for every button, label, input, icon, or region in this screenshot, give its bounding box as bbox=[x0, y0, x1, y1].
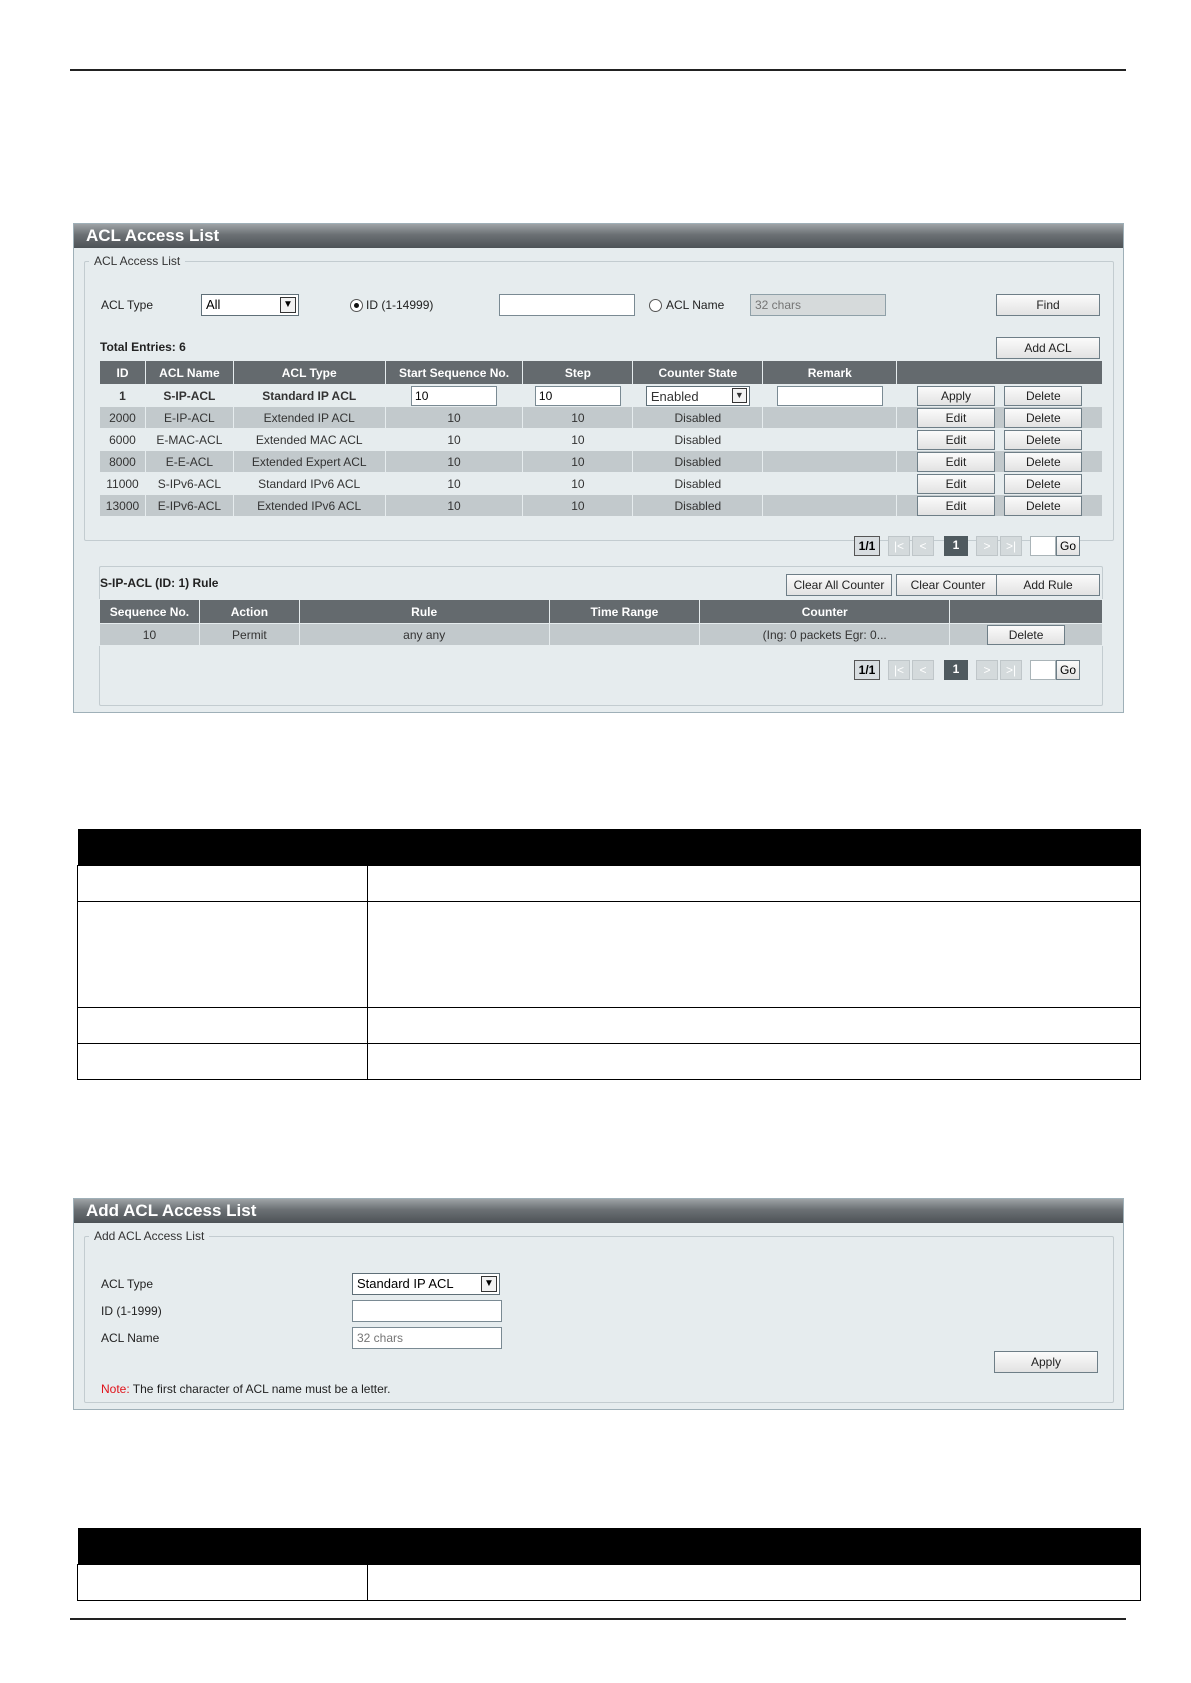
cell-counter-state: Disabled bbox=[633, 407, 763, 429]
cell-actions bbox=[897, 495, 1103, 517]
apply-button[interactable]: Apply bbox=[917, 386, 995, 406]
cell-acl-type: Extended IPv6 ACL bbox=[233, 495, 385, 517]
step-input[interactable] bbox=[535, 386, 621, 406]
last-page-button[interactable]: >| bbox=[1000, 536, 1022, 556]
col-start-seq: Start Sequence No. bbox=[385, 361, 523, 385]
cell-acl-name: E-IPv6-ACL bbox=[145, 495, 233, 517]
col-actions bbox=[897, 361, 1103, 385]
doc-table-header bbox=[78, 1528, 1141, 1564]
chevron-down-icon: ▼ bbox=[732, 388, 747, 403]
cell-actions bbox=[897, 407, 1103, 429]
chevron-down-icon: ▼ bbox=[481, 1276, 497, 1292]
cell-remark bbox=[763, 407, 897, 429]
total-entries: Total Entries: 6 bbox=[100, 340, 186, 354]
note-label: Note: bbox=[101, 1382, 130, 1396]
cell-acl-name: S-IPv6-ACL bbox=[145, 473, 233, 495]
col-acl-type: ACL Type bbox=[233, 361, 385, 385]
rule-table bbox=[99, 599, 1103, 646]
cell-remark bbox=[763, 385, 897, 407]
doc-table-row bbox=[78, 1564, 1141, 1600]
delete-button[interactable]: Delete bbox=[1004, 474, 1082, 494]
doc-table-row bbox=[78, 1007, 1141, 1043]
go-button[interactable]: Go bbox=[1056, 536, 1080, 556]
delete-button[interactable]: Delete bbox=[1004, 452, 1082, 472]
add-acl-access-list-panel bbox=[73, 1198, 1124, 1410]
cell-step: 10 bbox=[523, 429, 633, 451]
note-text: The first character of ACL name must be a letter. bbox=[129, 1382, 391, 1396]
chevron-down-icon: ▼ bbox=[280, 297, 296, 313]
cell-id: 8000 bbox=[100, 451, 146, 473]
delete-button[interactable]: Delete bbox=[1004, 408, 1082, 428]
table-row bbox=[100, 624, 1103, 646]
col-sequence-no: Sequence No. bbox=[100, 600, 200, 624]
acl-type-select[interactable] bbox=[352, 1273, 500, 1295]
cell-remark bbox=[763, 495, 897, 517]
cell-step: 10 bbox=[523, 407, 633, 429]
acl-table-header bbox=[100, 361, 1103, 385]
add-acl-fieldset bbox=[84, 1229, 1114, 1403]
clear-all-counter-button[interactable]: Clear All Counter bbox=[786, 574, 892, 596]
add-rule-button[interactable]: Add Rule bbox=[996, 574, 1100, 596]
apply-button[interactable]: Apply bbox=[994, 1351, 1098, 1373]
prev-page-button[interactable]: < bbox=[912, 536, 934, 556]
rule-section-title: S-IP-ACL (ID: 1) Rule bbox=[100, 576, 219, 590]
acl-name-radio[interactable] bbox=[649, 299, 662, 312]
next-page-button[interactable]: > bbox=[976, 536, 998, 556]
page-total: 1/1 bbox=[854, 536, 880, 556]
table-row bbox=[100, 451, 1103, 473]
edit-button[interactable]: Edit bbox=[917, 452, 995, 472]
cell-actions bbox=[897, 385, 1103, 407]
add-acl-button[interactable]: Add ACL bbox=[996, 337, 1100, 359]
cell-id: 13000 bbox=[100, 495, 146, 517]
page-top-rule bbox=[70, 69, 1126, 71]
cell-counter-state: Disabled bbox=[633, 451, 763, 473]
doc-table-header bbox=[78, 829, 1141, 865]
table-row bbox=[100, 429, 1103, 451]
doc-table-row bbox=[78, 1043, 1141, 1079]
cell-id: 11000 bbox=[100, 473, 146, 495]
col-id: ID bbox=[100, 361, 146, 385]
page-bottom-rule bbox=[70, 1618, 1126, 1620]
cell-start-seq: 10 bbox=[385, 495, 523, 517]
panel-title: ACL Access List bbox=[74, 224, 1123, 248]
acl-name-radio-label: ACL Name bbox=[666, 298, 725, 312]
cell-counter-state: Disabled bbox=[633, 473, 763, 495]
cell-acl-name: E-E-ACL bbox=[145, 451, 233, 473]
cell-start-seq bbox=[385, 385, 523, 407]
delete-rule-button[interactable]: Delete bbox=[987, 625, 1065, 645]
fieldset-legend: Add ACL Access List bbox=[94, 1229, 205, 1243]
cell-rule: any any bbox=[299, 624, 549, 646]
acl-type-label: ACL Type bbox=[101, 298, 154, 312]
acl-type-label: ACL Type bbox=[101, 1277, 154, 1291]
cell-acl-type: Standard IPv6 ACL bbox=[233, 473, 385, 495]
remark-input[interactable] bbox=[777, 386, 883, 406]
cell-counter-state: Disabled bbox=[633, 429, 763, 451]
cell-remark bbox=[763, 473, 897, 495]
id-radio-label: ID (1-14999) bbox=[366, 298, 434, 312]
cell-acl-type: Extended IP ACL bbox=[233, 407, 385, 429]
current-page[interactable]: 1 bbox=[944, 536, 968, 556]
cell-step: 10 bbox=[523, 473, 633, 495]
edit-button[interactable]: Edit bbox=[917, 474, 995, 494]
cell-remark bbox=[763, 429, 897, 451]
acl-access-list-panel bbox=[73, 223, 1124, 713]
start-seq-input[interactable] bbox=[411, 386, 497, 406]
page-number-input[interactable] bbox=[1030, 536, 1056, 556]
col-acl-name: ACL Name bbox=[145, 361, 233, 385]
acl-type-select[interactable] bbox=[201, 294, 299, 316]
cell-acl-name: E-MAC-ACL bbox=[145, 429, 233, 451]
next-page-button[interactable]: > bbox=[976, 660, 998, 680]
current-page[interactable]: 1 bbox=[944, 660, 968, 680]
edit-button[interactable]: Edit bbox=[917, 408, 995, 428]
cell-acl-name: S-IP-ACL bbox=[145, 385, 233, 407]
cell-action: Permit bbox=[199, 624, 299, 646]
cell-remark bbox=[763, 451, 897, 473]
doc-table-row bbox=[78, 901, 1141, 1007]
col-time-range: Time Range bbox=[549, 600, 700, 624]
clear-counter-button[interactable]: Clear Counter bbox=[896, 574, 1000, 596]
cell-step: 10 bbox=[523, 495, 633, 517]
cell-start-seq: 10 bbox=[385, 429, 523, 451]
cell-step: 10 bbox=[523, 451, 633, 473]
cell-acl-name: E-IP-ACL bbox=[145, 407, 233, 429]
acl-name-input[interactable] bbox=[750, 294, 886, 316]
first-page-button[interactable]: |< bbox=[888, 536, 910, 556]
cell-counter: (Ing: 0 packets Egr: 0... bbox=[700, 624, 950, 646]
cell-counter-state: Disabled bbox=[633, 495, 763, 517]
col-action: Action bbox=[199, 600, 299, 624]
edit-button[interactable]: Edit bbox=[917, 430, 995, 450]
cell-step bbox=[523, 385, 633, 407]
acl-name-label: ACL Name bbox=[101, 1331, 160, 1345]
cell-start-seq: 10 bbox=[385, 473, 523, 495]
cell-time-range bbox=[549, 624, 700, 646]
note bbox=[101, 1382, 390, 1396]
col-rule: Rule bbox=[299, 600, 549, 624]
fieldset-legend: ACL Access List bbox=[94, 254, 181, 268]
id-label: ID (1-1999) bbox=[101, 1304, 162, 1318]
cell-start-seq: 10 bbox=[385, 407, 523, 429]
id-radio[interactable] bbox=[350, 299, 363, 312]
cell-acl-type: Extended MAC ACL bbox=[233, 429, 385, 451]
panel-title: Add ACL Access List bbox=[74, 1199, 1123, 1223]
cell-actions bbox=[897, 429, 1103, 451]
col-counter: Counter bbox=[700, 600, 950, 624]
page-total: 1/1 bbox=[854, 660, 880, 680]
cell-actions bbox=[897, 473, 1103, 495]
cell-id: 6000 bbox=[100, 429, 146, 451]
find-button[interactable]: Find bbox=[996, 294, 1100, 316]
cell-acl-type: Standard IP ACL bbox=[233, 385, 385, 407]
cell-start-seq: 10 bbox=[385, 451, 523, 473]
id-input[interactable] bbox=[499, 294, 635, 316]
prev-page-button[interactable]: < bbox=[912, 660, 934, 680]
description-table-1 bbox=[77, 829, 1141, 1080]
page-number-input[interactable] bbox=[1030, 660, 1056, 680]
col-counter-state: Counter State bbox=[633, 361, 763, 385]
last-page-button[interactable]: >| bbox=[1000, 660, 1022, 680]
acl-type-select-value: All bbox=[206, 297, 221, 312]
counter-state-value: Enabled bbox=[650, 388, 699, 404]
go-button[interactable]: Go bbox=[1056, 660, 1080, 680]
delete-button[interactable]: Delete bbox=[1004, 496, 1082, 516]
delete-button[interactable]: Delete bbox=[1004, 386, 1082, 406]
id-input[interactable] bbox=[352, 1300, 502, 1322]
delete-button[interactable]: Delete bbox=[1004, 430, 1082, 450]
table-row bbox=[100, 473, 1103, 495]
description-table-2 bbox=[77, 1528, 1141, 1601]
table-row bbox=[100, 385, 1103, 407]
col-step: Step bbox=[523, 361, 633, 385]
cell-id: 1 bbox=[100, 385, 146, 407]
first-page-button[interactable]: |< bbox=[888, 660, 910, 680]
cell-rule-actions bbox=[950, 624, 1103, 646]
counter-state-select[interactable] bbox=[646, 386, 750, 406]
doc-table-row bbox=[78, 865, 1141, 901]
acl-type-select-value: Standard IP ACL bbox=[357, 1276, 454, 1291]
cell-id: 2000 bbox=[100, 407, 146, 429]
cell-counter-state bbox=[633, 385, 763, 407]
acl-table-pager bbox=[854, 536, 1104, 556]
rule-table-pager bbox=[854, 660, 1104, 680]
table-row bbox=[100, 407, 1103, 429]
cell-actions bbox=[897, 451, 1103, 473]
table-row bbox=[100, 495, 1103, 517]
cell-acl-type: Extended Expert ACL bbox=[233, 451, 385, 473]
acl-table bbox=[99, 360, 1103, 517]
col-rule-actions bbox=[950, 600, 1103, 624]
cell-sequence-no: 10 bbox=[100, 624, 200, 646]
acl-name-input[interactable] bbox=[352, 1327, 502, 1349]
edit-button[interactable]: Edit bbox=[917, 496, 995, 516]
rule-table-header bbox=[100, 600, 1103, 624]
col-remark: Remark bbox=[763, 361, 897, 385]
